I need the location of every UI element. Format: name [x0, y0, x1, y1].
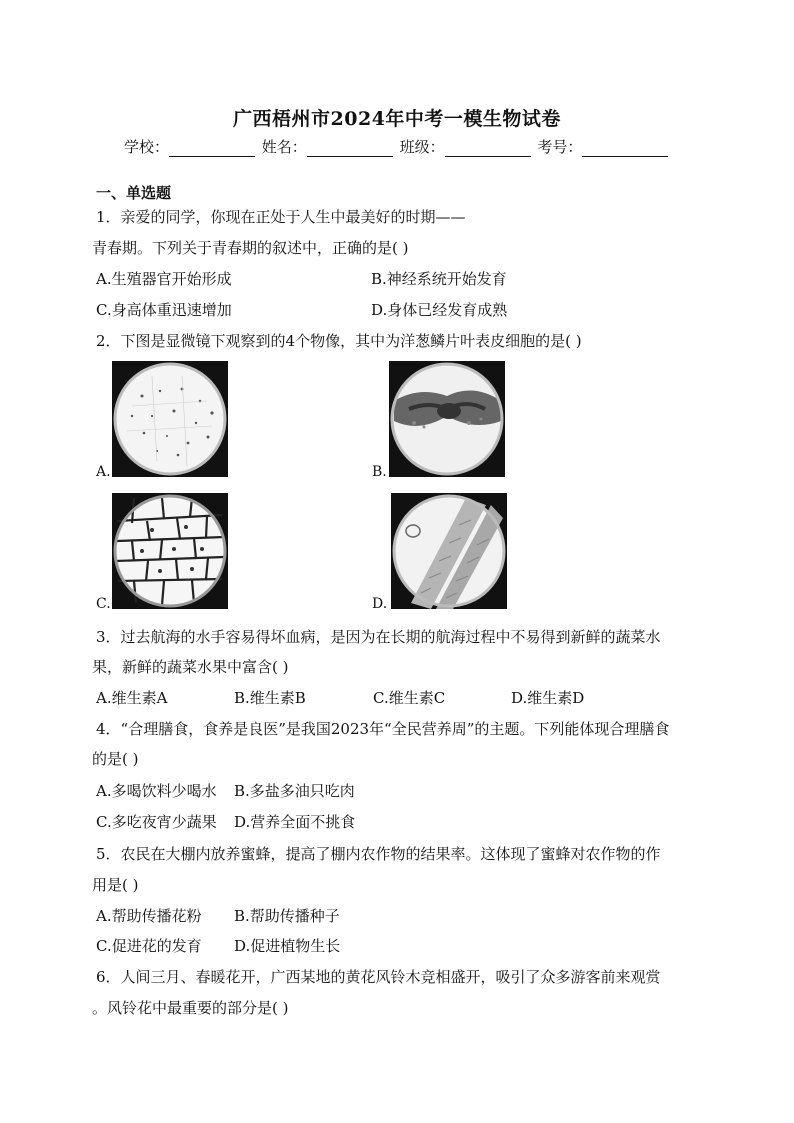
section-heading: 一、单选题 — [96, 184, 172, 202]
q1-stem-line2: 青春期。下列关于青春期的叙述中，正确的是( ) — [92, 239, 409, 257]
name-blank[interactable] — [307, 141, 393, 157]
micrograph-a-label[interactable]: A. — [96, 464, 111, 480]
micrograph-a — [112, 361, 228, 477]
q1-option-c[interactable]: C.身高体重迅速增加 — [96, 301, 232, 319]
q4-option-c[interactable]: C.多吃夜宵少蔬果 — [96, 813, 217, 831]
q1-stem-line1: 1．亲爱的同学，你现在正处于人生中最美好的时期—— — [96, 208, 466, 226]
q5-option-d[interactable]: D.促进植物生长 — [234, 937, 341, 955]
q4-option-a[interactable]: A.多喝饮料少喝水 — [96, 782, 217, 800]
q6-stem-line1: 6．人间三月、春暖花开，广西某地的黄花风铃木竞相盛开，吸引了众多游客前来观赏 — [96, 968, 661, 986]
q3-option-d[interactable]: D.维生素D — [511, 689, 585, 707]
q4-option-d[interactable]: D.营养全面不挑食 — [234, 813, 356, 831]
q2-stem: 2．下图是显微镜下观察到的4个物像，其中为洋葱鳞片叶表皮细胞的是( ) — [96, 332, 582, 350]
q3-stem-line1: 3．过去航海的水手容易得坏血病，是因为在长期的航海过程中不易得到新鲜的蔬菜水 — [96, 628, 661, 646]
q3-option-c[interactable]: C.维生素C — [373, 689, 446, 707]
micrograph-b — [389, 361, 505, 477]
q5-stem-line2: 用是( ) — [92, 876, 139, 894]
exam-number-label: 考号： — [537, 138, 583, 156]
q5-option-a[interactable]: A.帮助传播花粉 — [96, 907, 202, 925]
micrograph-c-label[interactable]: C. — [96, 596, 111, 612]
exam-number-blank[interactable] — [582, 141, 668, 157]
q3-stem-line2: 果，新鲜的蔬菜水果中富含( ) — [92, 658, 289, 676]
q6-stem-line2: 。风铃花中最重要的部分是( ) — [92, 999, 289, 1017]
school-blank[interactable] — [169, 141, 255, 157]
q3-option-a[interactable]: A.维生素A — [96, 689, 168, 707]
name-label: 姓名： — [261, 138, 307, 156]
micrograph-c — [112, 493, 228, 609]
class-label: 班级： — [399, 138, 445, 156]
micrograph-b-label[interactable]: B. — [372, 464, 387, 480]
school-label: 学校： — [124, 138, 170, 156]
q5-stem-line1: 5．农民在大棚内放养蜜蜂，提高了棚内农作物的结果率。这体现了蜜蜂对农作物的作 — [96, 845, 661, 863]
micrograph-d-label[interactable]: D. — [372, 596, 388, 612]
student-info-row — [124, 136, 670, 157]
q4-stem-line2: 的是( ) — [92, 750, 139, 768]
q4-option-b[interactable]: B.多盐多油只吃肉 — [234, 782, 355, 800]
q5-option-c[interactable]: C.促进花的发育 — [96, 937, 202, 955]
q4-stem-line1: 4．“合理膳食，食养是良医”是我国2023年“全民营养周”的主题。下列能体现合理膳食 — [96, 720, 670, 738]
q3-option-b[interactable]: B.维生素B — [234, 689, 306, 707]
micrograph-d — [391, 493, 507, 609]
exam-title: 广西梧州市2024年中考一模生物试卷 — [233, 108, 561, 130]
q1-option-d[interactable]: D.身体已经发育成熟 — [371, 301, 508, 319]
q5-option-b[interactable]: B.帮助传播种子 — [234, 907, 340, 925]
q1-option-a[interactable]: A.生殖器官开始形成 — [96, 270, 232, 288]
class-blank[interactable] — [445, 141, 531, 157]
q1-option-b[interactable]: B.神经系统开始发育 — [371, 270, 507, 288]
